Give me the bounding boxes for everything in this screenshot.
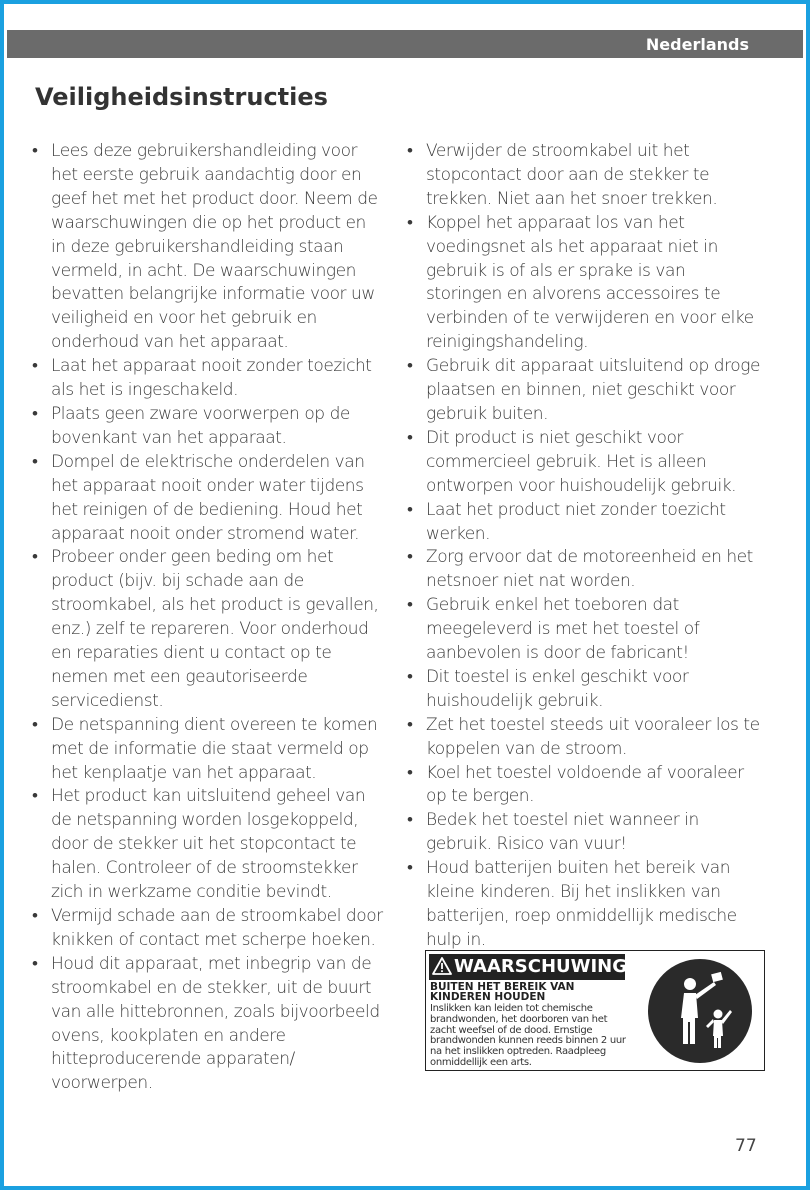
warning-title: WAARSCHUWING [454,956,628,977]
language-label: Nederlands [645,35,749,54]
bullet-icon: • [407,547,413,568]
list-item: • Plaats geen zware voorwerpen op de bovenkant van het apparaat. [32,403,350,448]
bullet-icon: • [32,953,38,974]
warning-subtitle: BUITEN HET BEREIK VAN KINDEREN HOUDEN [430,981,575,1003]
list-item: • Gebruik dit apparaat uitsluitend op droge plaatsen en binnen, niet geschikt voor gebruik buiten. [407,356,761,424]
bullet-icon: • [407,356,413,377]
bullet-icon: • [407,810,413,831]
bullet-icon: • [407,714,413,735]
bullet-icon: • [407,858,413,879]
bullet-icon: • [407,666,413,687]
section-title: Veiligheidsinstructies [35,83,328,111]
list-item: • Dit toestel is enkel geschikt voor huishoudelijk gebruik. [407,666,689,711]
list-item: • Koppel het apparaat los van het voedingsnet als het apparaat niet in gebruik is of als er sprake is van storingen en alvorens accessoires te verbinden of te verwijderen en voor elke reinigingshandeling. [407,212,754,353]
bullet-icon: • [32,451,38,472]
list-item: • Vermijd schade aan de stroomkabel door knikken of contact met scherpe hoeken. [32,906,383,950]
bullet-icon: • [32,906,38,926]
bullet-icon: • [32,547,38,568]
warning-title-bar [429,954,628,980]
list-item: • Houd dit apparaat, met inbegrip van de stroomkabel en de stekker, uit de buurt van alle hittebronnen, zoals bijvoorbeeld ovens, kookplaten en andere hitteproducerende apparaten/ voorwerpen. [32,953,380,1094]
warning-body: Inslikken kan leiden tot chemische brandwonden, het doorboren van het zacht weefsel of de dood. Ernstige brandwonden kunnen reeds binnen 2 uur na het inslikken optreden. Raadpleeg onmiddellijk een arts. [430,1003,626,1068]
list-item: • Laat het apparaat nooit zonder toezicht als het is ingeschakeld. [32,356,372,401]
bullet-icon: • [32,714,38,735]
list-item: • Dit product is niet geschikt voor commercieel gebruik. Het is alleen ontworpen voor huishoudelijk gebruik. [407,427,737,496]
list-item: • Lees deze gebruikershandleiding voor het eerste gebruik aandachtig door en geef het met het product door. Neem de waarschuwingen die op het product en in deze gebruikershandleiding staan vermeld, in acht. De waarschuwingen bevatten belangrijke informatie voor uw veiligheid en voor het gebruik en onderhoud van het apparaat. [32,141,378,353]
page-number: 77 [735,1136,757,1156]
list-item: • Laat het product niet zonder toezicht werken. [407,499,726,544]
list-item: • Zorg ervoor dat de motoreenheid en het netsnoer niet nat worden. [407,547,753,592]
bullet-icon: • [407,212,413,233]
list-item: • Gebruik enkel het toeboren dat meegeleverd is met het toestel of aanbevolen is door de fabricant! [407,595,700,664]
left-column-list [32,140,384,1096]
list-item: • Koel het toestel voldoende af vooraleer op te bergen. [407,762,744,807]
language-bar [7,30,803,58]
bullet-icon: • [407,595,413,616]
right-column-list [407,140,765,953]
bullet-icon: • [407,762,413,783]
bullet-icon: • [32,786,38,807]
list-item: • Verwijder de stroomkabel uit het stopcontact door aan de stekker te trekken. Niet aan het snoer trekken. [407,141,718,209]
bullet-icon: • [32,356,38,377]
bullet-icon: • [32,403,38,424]
bullet-icon: • [407,427,413,448]
bullet-icon: • [407,499,413,520]
list-item: • Dompel de elektrische onderdelen van het apparaat nooit onder water tijdens het reinigen of de bediening. Houd het apparaat nooit onder stromend water. [32,451,365,544]
warning-triangle-icon [432,957,452,975]
keep-away-from-children-icon [640,956,760,1066]
bullet-icon: • [32,141,38,161]
bullet-icon: • [407,141,413,161]
list-item: • De netspanning dient overeen te komen met de informatie die staat vermeld op het kenplaatje van het apparaat. [32,714,378,783]
list-item: • Probeer onder geen beding om het product (bijv. bij schade aan de stroomkabel, als het product is gevallen, enz.) zelf te repareren. Voor onderhoud en reparaties dient u contact op te nemen met een geautoriseerde servicedienst. [32,547,379,711]
warning-box [425,950,765,1071]
list-item: • Het product kan uitsluitend geheel van de netspanning worden losgekoppeld, door de stekker uit het stopcontact te halen. Controleer of de stroomstekker zich in werkzame conditie bevindt. [32,786,366,903]
list-item: • Houd batterijen buiten het bereik van kleine kinderen. Bij het inslikken van batterijen, roep onmiddellijk medische hulp in. [407,858,737,950]
list-item: • Bedek het toestel niet wanneer in gebruik. Risico van vuur! [407,810,699,855]
list-item: • Zet het toestel steeds uit vooraleer los te koppelen van de stroom. [407,714,760,759]
